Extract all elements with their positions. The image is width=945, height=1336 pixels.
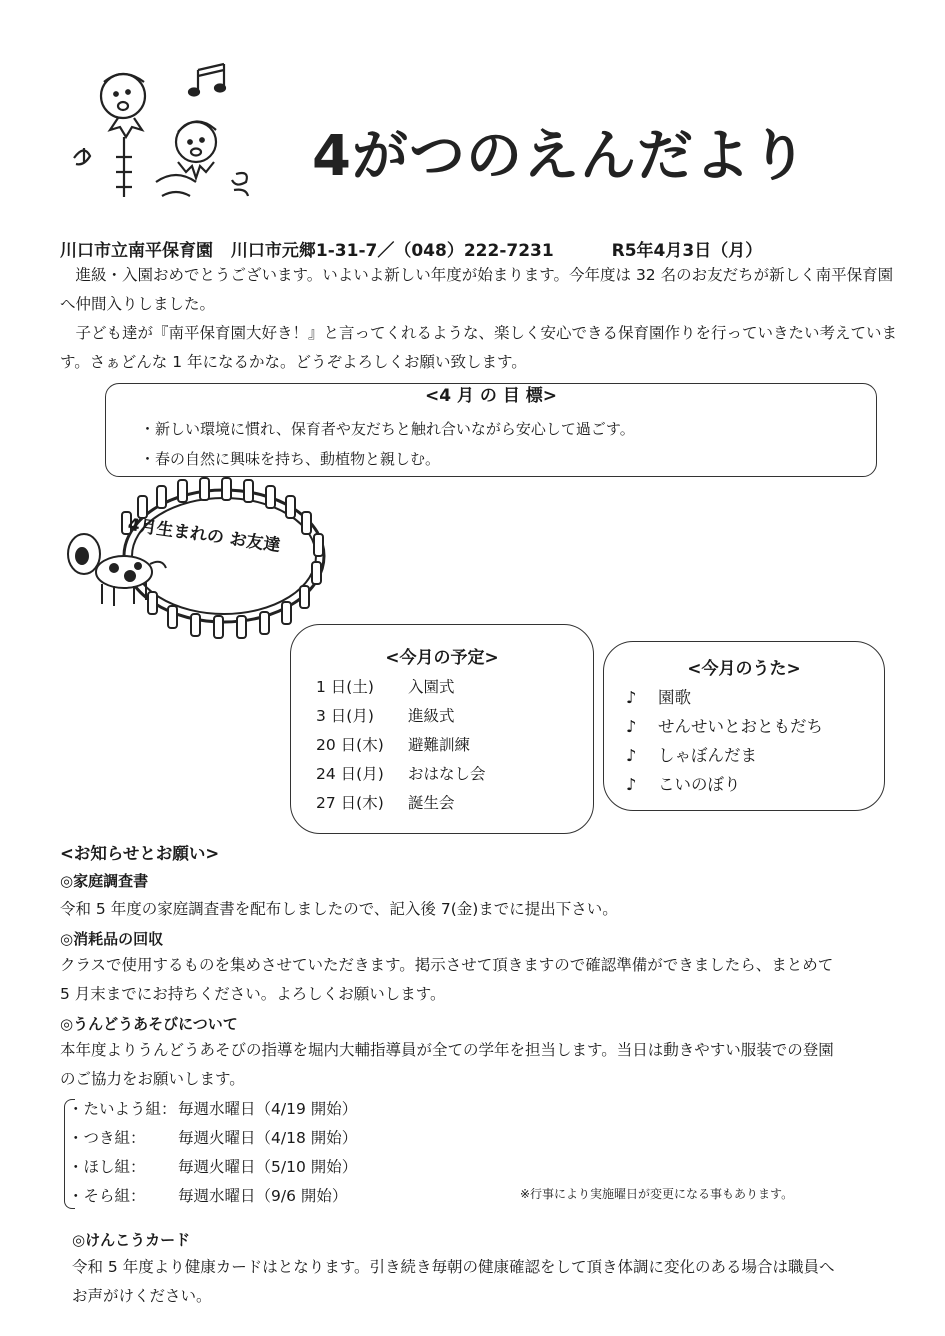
music-note-icon: ♪ [626,775,637,794]
class-row [68,1155,357,1177]
health-line: お声がけください。 [72,1287,212,1305]
health-text [72,1253,900,1311]
supplies-text [60,951,900,1009]
class-schedule: 毎週水曜日（9/6 開始） [178,1187,348,1205]
exercise-class-list [64,1097,844,1211]
schedule-date: 3 日(月) [316,707,374,725]
music-note-icon: ♪ [626,688,637,707]
exercise-text [60,1036,900,1094]
schedule-date: 27 日(木) [316,794,384,812]
song-name: せんせいとおともだち [658,717,823,736]
class-schedule: 毎週火曜日（5/10 開始） [178,1158,358,1176]
song-row [626,771,741,795]
schedule-change-note: ※行事により実施曜日が変更になる事もあります。 [520,1187,794,1201]
monthly-songs-box [603,641,885,811]
survey-title: ◎家庭調査書 [60,872,149,890]
class-name: ・ほし組： [68,1158,146,1176]
birthday-label: 4月生まれの お友達 [126,514,282,557]
intro-paragraph: 進級・入園おめでとうございます。いよいよ新しい年度が始まります。今年度は 32 名のお友だちが新しく南平保育園へ仲間入りしました。 [60,266,894,313]
schedule-row [316,704,455,726]
issue-date: R5年4月3日（月） [611,241,763,261]
schedule-date: 24 日(月) [316,765,384,783]
song-row [626,742,757,766]
goal-item: ・新しい環境に慣れ、保育者や友だちと触れ合いながら安心して過ごす。 [140,420,635,438]
class-name: ・つき組： [68,1129,146,1147]
health-title: ◎けんこうカード [72,1231,191,1249]
schedule-event: 進級式 [408,707,455,725]
intro-paragraph: 子ども達が『南平保育園大好き！』と言ってくれるような、楽しく安心できる保育園作りを行っていきたい考えています。さぁどんな 1 年になるかな。どうぞよろしくお願い致します。 [60,324,898,371]
school-address: 川口市元郷1-31-7／（048）222-7231 [230,241,554,261]
class-schedule: 毎週水曜日（4/19 開始） [178,1100,358,1118]
exercise-line: 本年度よりうんどうあそびの指導を堀内大輔指導員が全ての学年を担当します。当日は動きやすい服装での登園 [60,1041,834,1059]
class-name: ・たいよう組： [68,1100,177,1118]
schedule-row [316,762,486,784]
music-note-icon: ♪ [626,746,637,765]
schedule-row [316,791,455,813]
class-row [68,1126,357,1148]
newsletter-title: 4がつのえんだより [312,124,808,189]
monthly-schedule-box [290,624,594,834]
birthday-fence-illustration [62,474,332,644]
supplies-title: ◎消耗品の回収 [60,930,164,948]
songs-title: <今月のうた> [687,659,801,679]
monthly-goals-box [105,383,877,477]
schedule-event: 入園式 [408,678,455,696]
class-name: ・そら組： [68,1187,146,1205]
school-name: 川口市立南平保育園 [60,241,213,261]
intro-text [60,261,900,377]
song-name: 園歌 [658,688,691,707]
class-row [68,1097,357,1119]
music-note-icon: ♪ [626,717,637,736]
song-name: しゃぼんだま [658,746,757,765]
supplies-line: 5 月末までにお持ちください。よろしくお願いします。 [60,985,446,1003]
supplies-line: クラスで使用するものを集めさせていただきます。掲示させて頂きますので確認準備ができましたら、まとめて [60,956,834,974]
exercise-title: ◎うんどうあそびについて [60,1015,238,1033]
song-name: こいのぼり [658,775,741,794]
goals-title: <4 月 の 目 標> [425,386,557,406]
schedule-event: 避難訓練 [408,736,471,754]
schedule-title: <今月の予定> [385,648,499,668]
singing-children-illustration [66,62,266,212]
schedule-row [316,675,455,697]
class-row [68,1184,347,1206]
class-schedule: 毎週火曜日（4/18 開始） [178,1129,358,1147]
schedule-event: 誕生会 [408,794,455,812]
survey-text [60,895,900,924]
exercise-line: のご協力をお願いします。 [60,1070,245,1088]
schedule-date: 20 日(木) [316,736,384,754]
notices-heading: <お知らせとお願い> [60,844,220,863]
schedule-row [316,733,470,755]
header-info [60,236,900,261]
survey-line: 令和 5 年度の家庭調査書を配布しましたので、記入後 7(金)までに提出下さい。 [60,900,618,918]
song-row [626,713,823,737]
song-row [626,684,691,708]
goal-item: ・春の自然に興味を持ち、動植物と親しむ。 [140,450,441,468]
schedule-date: 1 日(土) [316,678,374,696]
health-line: 令和 5 年度より健康カードはとなります。引き続き毎朝の健康確認をして頂き体調に変化のある場合は職員へ [72,1258,835,1276]
schedule-event: おはなし会 [408,765,486,783]
